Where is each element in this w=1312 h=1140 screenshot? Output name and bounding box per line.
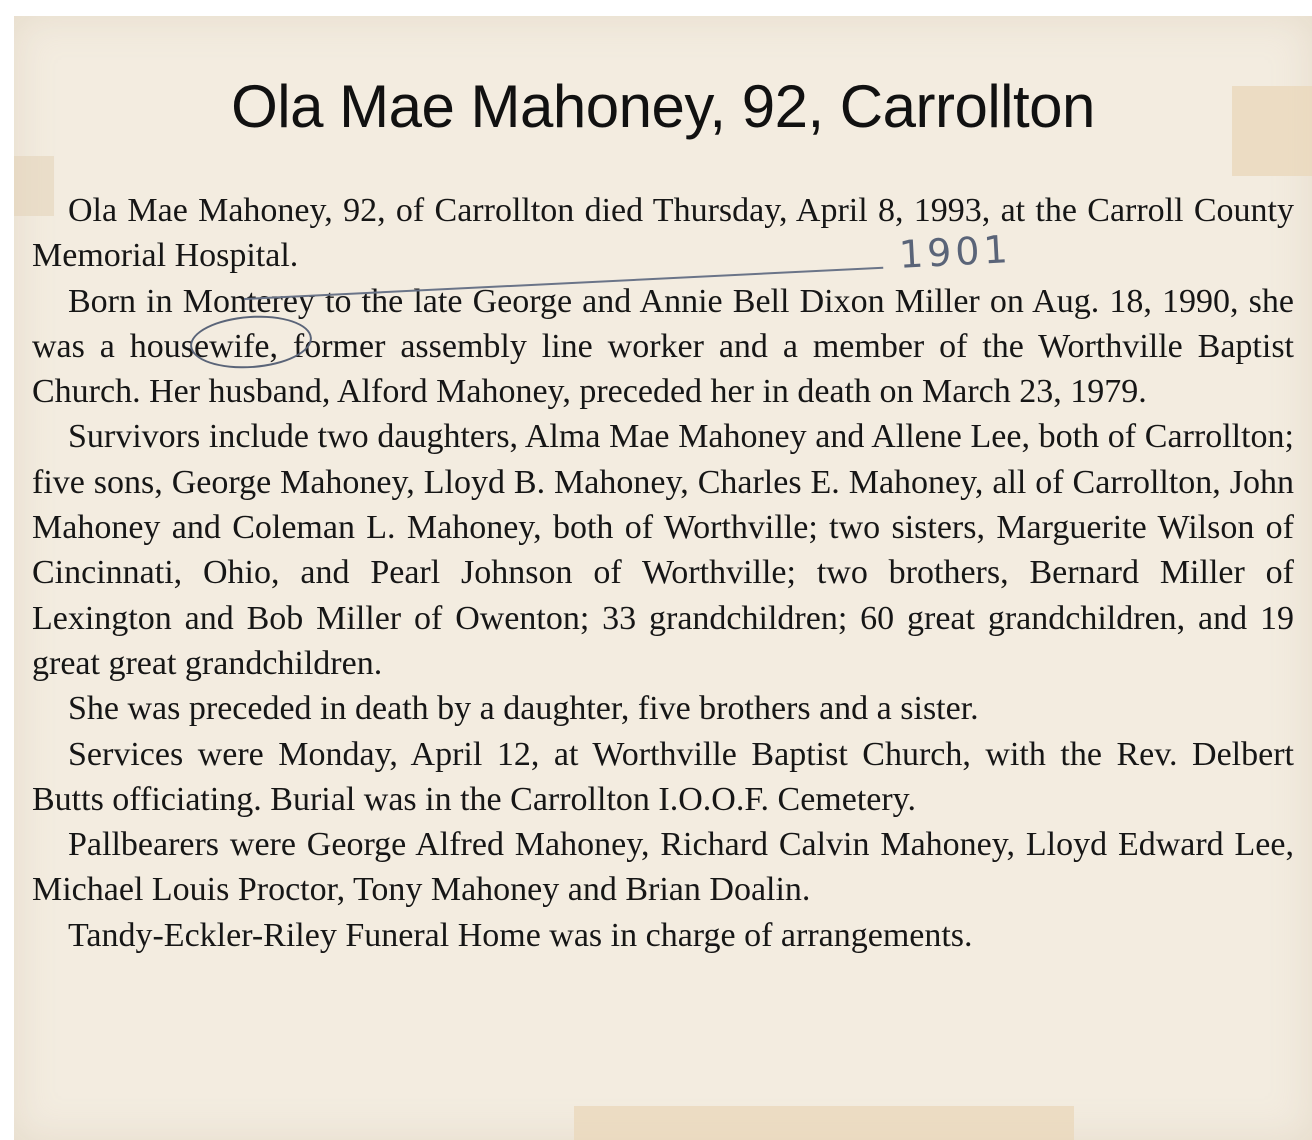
- obituary-body: [32, 188, 1294, 958]
- newspaper-clipping: [14, 16, 1312, 1140]
- paragraph-funeral-home: Tandy-Eckler-Riley Funeral Home was in charge of arrangements.: [68, 916, 973, 954]
- obituary-headline: Ola Mae Mahoney, 92, Carrollton: [231, 73, 1095, 140]
- tape-strip: [574, 1106, 1074, 1140]
- paragraph-services: Services were Monday, April 12, at Worthville Baptist Church, with the Rev. Delbert Butts officiating. Burial was in the Carrollton I.O.O.F. Cemetery.: [32, 735, 1294, 818]
- paragraph-pallbearers: Pallbearers were George Alfred Mahoney, Richard Calvin Mahoney, Lloyd Edward Lee, Michael Louis Proctor, Tony Mahoney and Brian Doalin.: [32, 826, 1294, 909]
- paragraph-survivors: Survivors include two daughters, Alma Mae Mahoney and Allene Lee, both of Carrollton; five sons, George Mahoney, Lloyd B. Mahoney, Charles E. Mahoney, all of Carrollton, John Mahoney and Coleman L. Mahoney, both of Worthville; two sisters, Marguerite Wilson of Cincinnati, Ohio, and Pearl Johnson of Worthville; two brothers, Bernard Miller of Lexington and Bob Miller of Owenton; 33 grandchildren; 60 great grandchildren, and 19 great great grandchildren.: [32, 418, 1294, 682]
- paragraph-death-notice: Ola Mae Mahoney, 92, of Carrollton died Thursday, April 8, 1993, at the Carroll County Memorial Hospital.: [32, 192, 1294, 275]
- handwritten-year-note: 1901: [897, 227, 1013, 277]
- paragraph-preceded: She was preceded in death by a daughter, five brothers and a sister.: [68, 690, 979, 728]
- paragraph-biography: Born in Monterey to the late George and Annie Bell Dixon Miller on Aug. 18, 1990, she was a housewife, former assembly line worker and a member of the Worthville Baptist Church. Her husband, Alford Mahoney, preceded her in death on March 23, 1979.: [32, 282, 1294, 411]
